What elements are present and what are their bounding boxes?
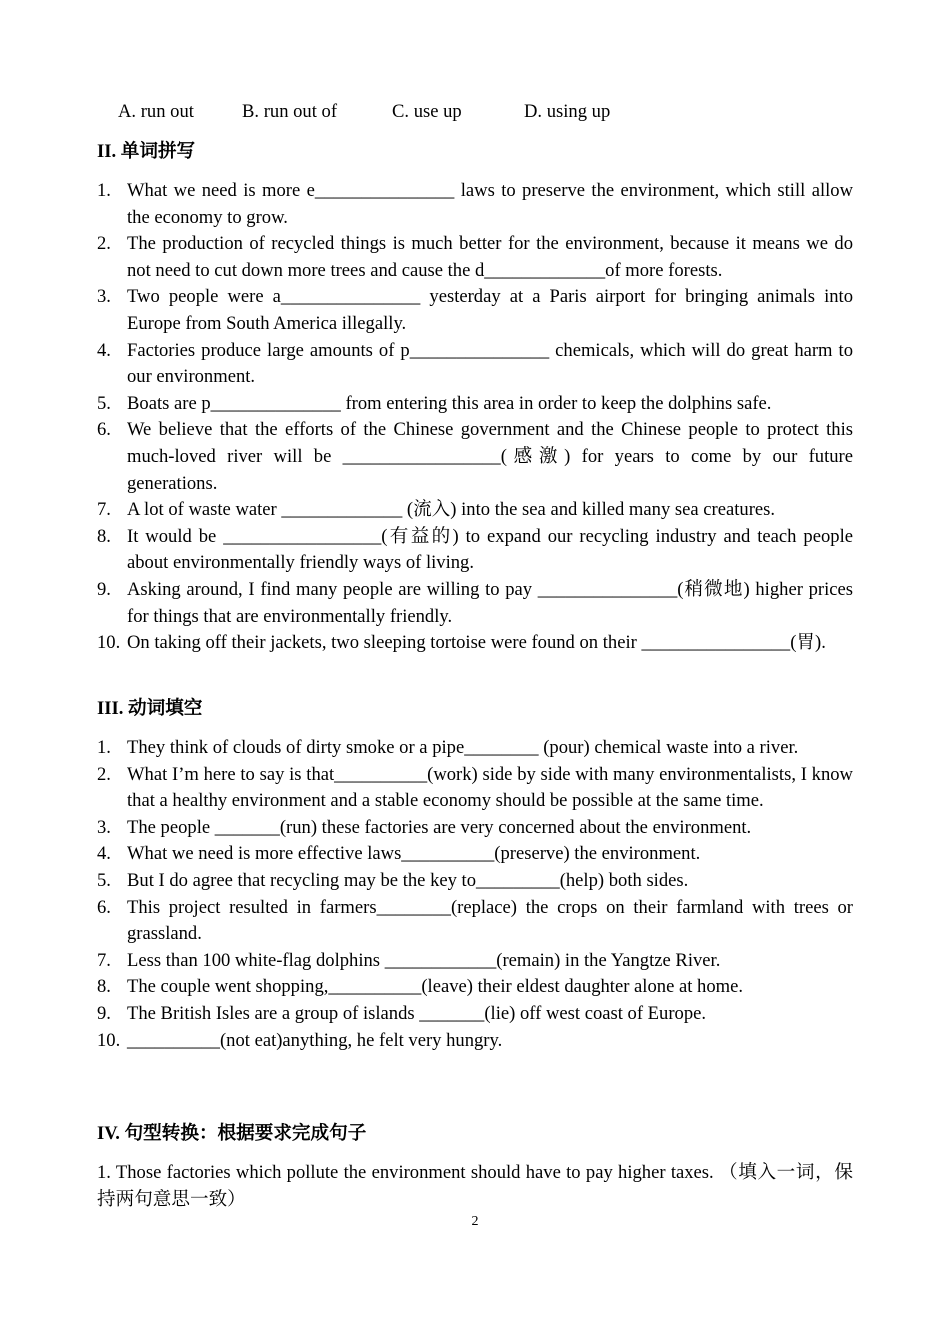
option-c: C. use up <box>392 101 462 122</box>
list-item: 7. A lot of waste water _____________ (流入) into the sea and killed many sea creatures. <box>97 499 776 521</box>
section-heading-spelling: II. 单词拼写 <box>97 141 196 162</box>
list-item: 7. Less than 100 white-flag dolphins ____________(remain) in the Yangtze River. <box>97 949 721 971</box>
page-number: 2 <box>471 1214 479 1229</box>
list-item: 4. What we need is more effective laws__________(preserve) the environment. <box>97 843 701 865</box>
verb-list <box>97 735 853 1054</box>
list-item: 6. This project resulted in farmers________(replace) the crops on their farmland with trees or grassland. <box>97 896 853 945</box>
list-item: 8. The couple went shopping,__________(leave) their eldest daughter alone at home. <box>97 976 743 998</box>
option-b: B. run out of <box>242 101 338 122</box>
list-item: 3. Two people were a_______________ yesterday at a Paris airport for bringing animals into Europe from South America illegally. <box>97 286 853 334</box>
option-a: A. run out <box>118 101 194 122</box>
list-item: 5. Boats are p______________ from entering this area in order to keep the dolphins safe. <box>97 392 772 414</box>
spelling-list <box>97 178 853 657</box>
transform-item-1: 1. Those factories which pollute the environment should have to pay higher taxes. （填入一词，保持两句意思一致） <box>97 1162 853 1210</box>
list-item: 2. The production of recycled things is much better for the environment, because it means we do not need to cut down more trees and cause the d_____________of more forests. <box>97 233 853 281</box>
list-item: 9. Asking around, I find many people are willing to pay _______________(稍微地) higher prices for things that are environmentally friendly. <box>97 578 853 627</box>
list-item: 4. Factories produce large amounts of p_______________ chemicals, which will do great harm to our environment. <box>97 339 853 388</box>
list-item: 2. What I’m here to say is that__________(work) side by side with many environmentalists, I know that a healthy environment and a stable economy should be possible at the same time. <box>97 763 853 812</box>
list-item: 9. The British Isles are a group of islands _______(lie) off west coast of Europe. <box>97 1002 707 1024</box>
list-item: 5. But I do agree that recycling may be the key to_________(help) both sides. <box>97 869 689 891</box>
section-heading-verbs: III. 动词填空 <box>97 698 203 719</box>
option-d: D. using up <box>524 101 611 122</box>
list-item: 3. The people _______(run) these factories are very concerned about the environment. <box>97 816 752 838</box>
list-item: 8. It would be _________________(有益的) to expand our recycling industry and teach people about environmentally friendly ways of living. <box>97 525 853 574</box>
list-item: 10. On taking off their jackets, two sleeping tortoise were found on their ________________(胃). <box>97 632 826 654</box>
list-item: 6. We believe that the efforts of the Chinese government and the Chinese people to protect this much-loved river will be _________________(感激) for years to come by our future generations. <box>97 419 853 494</box>
list-item: 1. They think of clouds of dirty smoke or a pipe________ (pour) chemical waste into a river. <box>97 737 799 758</box>
section-heading-transform: IV. 句型转换：根据要求完成句子 <box>97 1123 367 1144</box>
list-item: 10. __________(not eat)anything, he felt very hungry. <box>97 1029 503 1051</box>
list-item: 1. What we need is more e_______________ laws to preserve the environment, which still allow the economy to grow. <box>97 180 853 228</box>
